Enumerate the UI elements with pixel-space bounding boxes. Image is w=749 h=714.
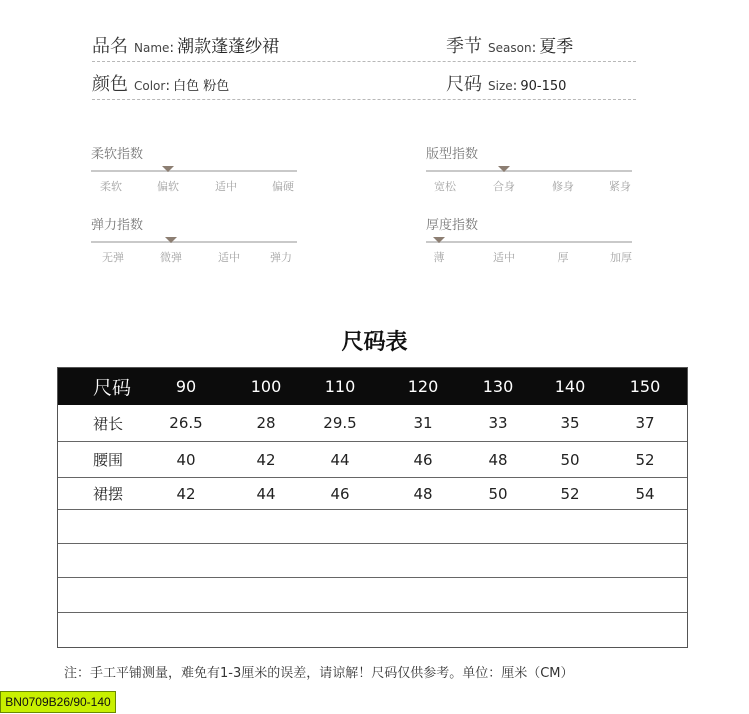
header-cell-size: 140	[554, 377, 586, 396]
scale-tick: 合身	[493, 180, 515, 193]
scale-tick: 无弹	[102, 251, 124, 264]
scale-line	[91, 241, 297, 243]
fit-index-title: 版型指数	[426, 147, 479, 162]
scale-marker	[433, 237, 445, 243]
table-row	[58, 405, 687, 442]
elasticity-index-title: 弹力指数	[91, 218, 144, 233]
table-cell: 44	[330, 450, 350, 469]
info-row-name-season	[92, 32, 636, 62]
color-value: 白色 粉色	[173, 79, 230, 94]
color-field	[92, 70, 229, 100]
scale-marker	[498, 166, 510, 172]
table-cell: 50	[488, 484, 508, 503]
season-label-cn: 季节	[446, 36, 482, 57]
scale-tick: 修身	[552, 180, 574, 193]
product-name-field	[92, 32, 279, 62]
scale-tick: 适中	[493, 251, 515, 264]
row-label-cell: 裙摆	[93, 485, 124, 503]
table-row	[58, 478, 687, 510]
info-row-color-size	[92, 70, 636, 100]
table-cell: 31	[413, 414, 433, 432]
size-field	[446, 70, 566, 100]
size-colon: :	[512, 78, 518, 94]
table-cell: 52	[635, 450, 655, 469]
size-label-en: Size	[488, 79, 513, 93]
scale-tick: 偏硬	[272, 180, 294, 193]
table-cell: 42	[256, 450, 276, 469]
table-row	[58, 510, 687, 544]
color-label-cn: 颜色	[92, 74, 128, 95]
table-cell: 28	[256, 414, 276, 432]
size-chart-title: 尺码表	[341, 330, 408, 355]
season-colon: :	[531, 40, 537, 56]
table-cell: 46	[330, 484, 350, 503]
row-label-cell: 裙长	[93, 414, 124, 433]
scale-tick: 加厚	[610, 251, 632, 264]
thickness-index-scale	[426, 214, 632, 270]
table-cell: 26.5	[169, 414, 203, 432]
thickness-index-title: 厚度指数	[426, 218, 479, 233]
table-cell: 48	[488, 450, 508, 469]
name-value: 潮款蓬蓬纱裙	[177, 37, 280, 57]
table-cell: 35	[560, 414, 580, 432]
scale-tick: 厚	[557, 251, 569, 264]
table-row	[58, 613, 687, 647]
name-label-cn: 品名	[92, 36, 128, 57]
header-cell-label: 尺码	[93, 377, 132, 399]
scale-line	[426, 241, 632, 243]
table-cell: 44	[256, 484, 276, 503]
scale-tick: 紧身	[609, 180, 631, 193]
name-colon: :	[169, 40, 175, 56]
scale-tick: 微弹	[160, 251, 182, 264]
size-chart-table	[57, 367, 688, 648]
season-field	[446, 32, 573, 62]
scale-tick: 偏软	[157, 180, 179, 193]
table-row	[58, 442, 687, 478]
table-cell: 46	[413, 450, 433, 469]
scale-tick: 宽松	[434, 180, 456, 193]
softness-index-title: 柔软指数	[91, 147, 144, 162]
size-label-cn: 尺码	[446, 74, 482, 95]
table-cell: 33	[488, 414, 508, 432]
table-cell: 50	[560, 450, 580, 469]
header-cell-size: 100	[250, 377, 282, 396]
scale-tick: 适中	[218, 251, 240, 264]
scale-tick: 适中	[215, 180, 237, 193]
header-cell-size: 120	[407, 377, 439, 396]
name-label-en: Name	[134, 41, 170, 55]
scale-tick: 柔软	[100, 180, 122, 193]
scale-tick: 弹力	[270, 251, 292, 264]
table-row	[58, 578, 687, 613]
table-cell: 37	[635, 414, 655, 432]
color-colon: :	[165, 78, 171, 94]
table-cell: 42	[176, 484, 196, 503]
table-cell: 40	[176, 450, 196, 469]
size-chart-header-row	[58, 368, 687, 405]
season-value: 夏季	[539, 37, 574, 57]
header-cell-size: 110	[324, 377, 356, 396]
measurement-note: 注：手工平铺测量，难免有1-3厘米的误差，请谅解！尺码仅供参考。单位：厘米（CM）	[64, 666, 574, 681]
scale-marker	[165, 237, 177, 243]
sku-tag: BN0709B26/90-140	[0, 691, 116, 713]
softness-index-scale	[91, 143, 297, 199]
size-value: 90-150	[520, 79, 567, 94]
scale-line	[426, 170, 632, 172]
scale-line	[91, 170, 297, 172]
table-cell: 54	[635, 484, 655, 503]
table-cell: 52	[560, 484, 580, 503]
scale-tick: 薄	[433, 251, 445, 264]
fit-index-scale	[426, 143, 632, 199]
header-cell-size: 150	[629, 377, 661, 396]
table-row	[58, 544, 687, 578]
table-cell: 29.5	[323, 414, 357, 432]
row-label-cell: 腰围	[93, 451, 124, 469]
header-cell-size: 130	[482, 377, 514, 396]
color-label-en: Color	[134, 79, 166, 93]
elasticity-index-scale	[91, 214, 297, 270]
season-label-en: Season	[488, 41, 532, 55]
scale-marker	[162, 166, 174, 172]
header-cell-size: 90	[175, 377, 197, 396]
table-cell: 48	[413, 484, 433, 503]
